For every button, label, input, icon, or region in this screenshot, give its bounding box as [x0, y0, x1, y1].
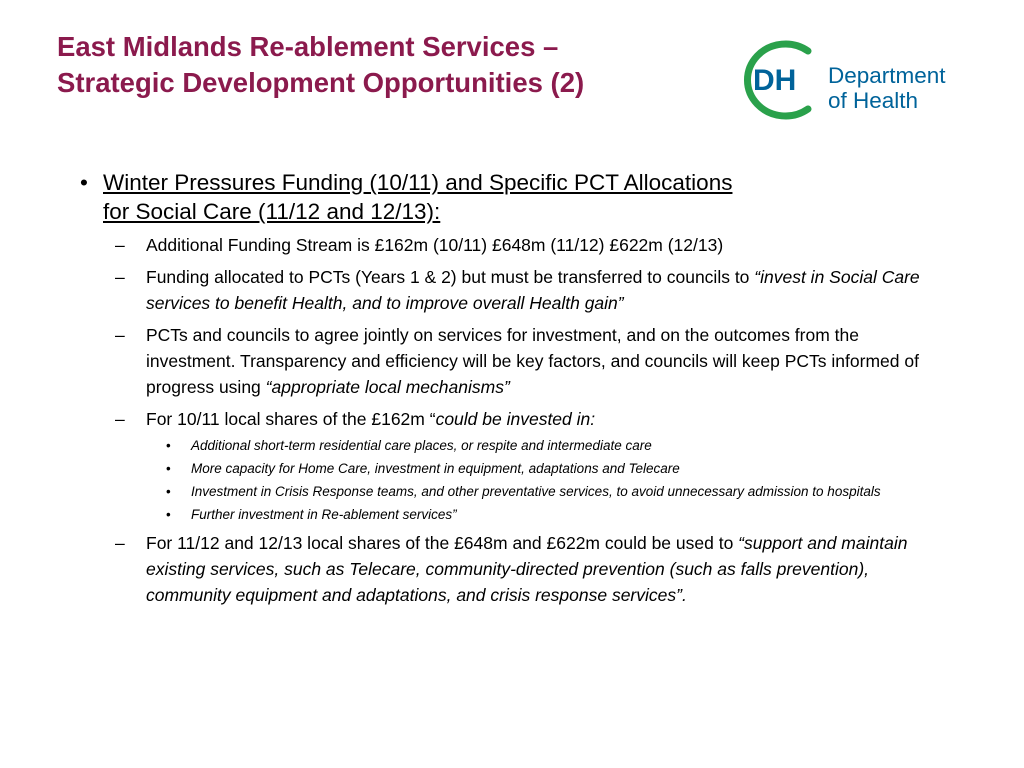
- sub-item-funding-allocated: – Funding allocated to PCTs (Years 1 & 2) but must be transferred to councils to “invest in Social Care services to benefit Health, and to improve overall Health gain”: [80, 264, 940, 316]
- dash-icon: –: [115, 533, 125, 553]
- title-line-1: East Midlands Re-ablement Services –: [57, 31, 559, 62]
- department-of-health-logo: [740, 40, 980, 120]
- dh-emblem-icon: [740, 40, 830, 120]
- dash-icon: –: [115, 409, 125, 429]
- investment-option: • Further investment in Re-ablement services”: [166, 507, 457, 522]
- main-bullet: [80, 168, 940, 226]
- logo-line-1: Department: [828, 63, 946, 88]
- bullet-dot-icon: •: [166, 438, 171, 453]
- logo-mark: DH: [753, 64, 797, 97]
- slide-body: [80, 168, 940, 608]
- slide-title: [57, 29, 737, 101]
- dash-icon: –: [115, 267, 125, 287]
- bullet-dot-icon: •: [80, 170, 88, 195]
- logo-wordmark: [828, 63, 946, 113]
- title-line-2: Strategic Development Opportunities (2): [57, 67, 585, 98]
- main-bullet-line-1: Winter Pressures Funding (10/11) and Specific PCT Allocations: [103, 170, 733, 195]
- investment-option: • Investment in Crisis Response teams, and other preventative services, to avoid unnecessary admission to hospitals: [166, 484, 881, 499]
- sub-item-local-shares-10-11: – For 10/11 local shares of the £162m “could be invested in:: [80, 406, 940, 432]
- sub-item-joint-agreement: – PCTs and councils to agree jointly on services for investment, and on the outcomes from the investment. Transparency and efficiency will be key factors, and councils will keep PCTs informed of progress using “appropriate local mechanisms”: [80, 322, 940, 400]
- investment-option: • More capacity for Home Care, investment in equipment, adaptations and Telecare: [166, 461, 680, 476]
- logo-line-2: of Health: [828, 88, 919, 113]
- sub-item-local-shares-11-13: – For 11/12 and 12/13 local shares of the £648m and £622m could be used to “support and maintain existing services, such as Telecare, community-directed prevention (such as falls prevention), community equipment and adaptations, and crisis response services”.: [80, 530, 940, 608]
- investment-option: • Additional short-term residential care places, or respite and intermediate care: [166, 438, 652, 453]
- bullet-dot-icon: •: [166, 484, 171, 499]
- sub-item-funding-stream: – Additional Funding Stream is £162m (10/11) £648m (11/12) £622m (12/13): [80, 232, 940, 258]
- dash-icon: –: [115, 325, 125, 345]
- main-bullet-line-2: for Social Care (11/12 and 12/13):: [103, 199, 441, 224]
- dash-icon: –: [115, 235, 125, 255]
- bullet-dot-icon: •: [166, 461, 171, 476]
- bullet-dot-icon: •: [166, 507, 171, 522]
